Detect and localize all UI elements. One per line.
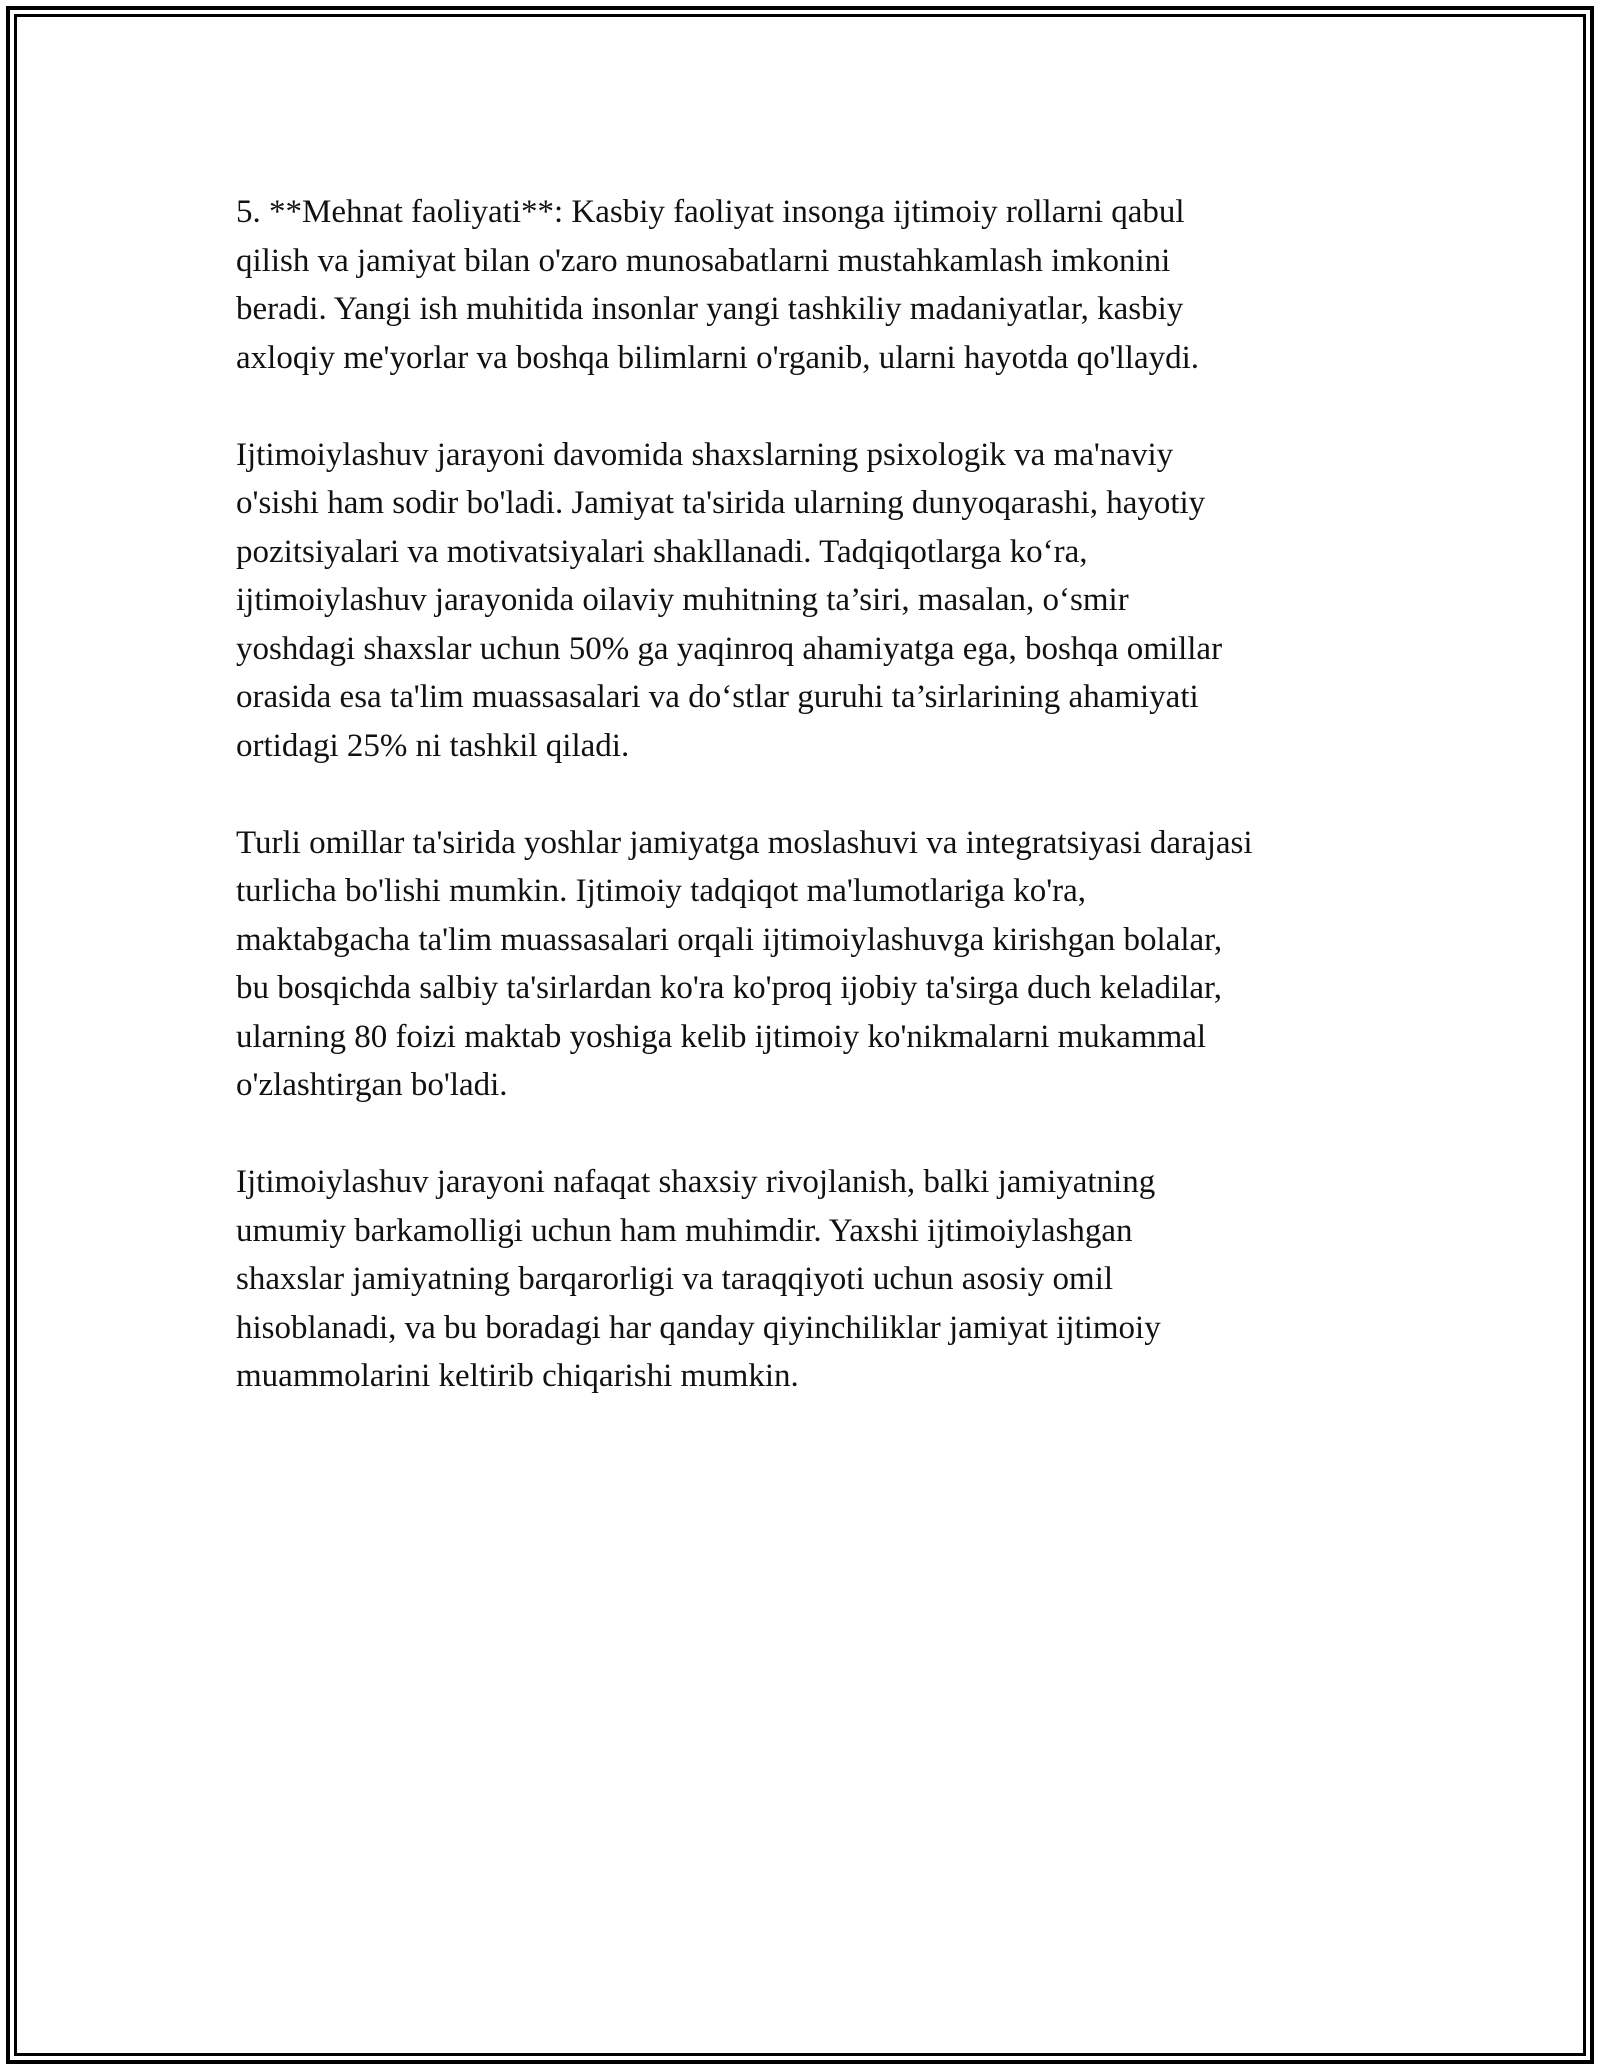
text-line: beradi. Yangi ish muhitida insonlar yangi tashkiliy madaniyatlar, kasbiy — [236, 291, 1184, 327]
text-line: Ijtimoiylashuv jarayoni nafaqat shaxsiy rivojlanish, balki jamiyatning — [236, 1164, 1156, 1200]
text-line: qilish va jamiyat bilan o'zaro munosabatlarni mustahkamlash imkonini — [236, 242, 1171, 279]
text-line: Turli omillar ta'sirida yoshlar jamiyatga moslashuvi va integratsiyasi darajasi — [236, 824, 1253, 861]
text-line: bu bosqichda salbiy ta'sirlardan ko'ra ko'proq ijobiy ta'sirga duch keladilar, — [236, 970, 1222, 1006]
text-line: axloqiy me'yorlar va boshqa bilimlarni o'rganib, ularni hayotda qo'llaydi. — [236, 339, 1200, 376]
paragraph-society-importance — [236, 1158, 1376, 1401]
text-line: hisoblanadi, va bu boradagi har qanday qiyinchiliklar jamiyat ijtimoiy — [236, 1309, 1161, 1346]
text-line: pozitsiyalari va motivatsiyalari shakllanadi. Tadqiqotlarga ko‘ra, — [236, 533, 1088, 570]
text-line: muammolarini keltirib chiqarishi mumkin. — [236, 1358, 799, 1394]
text-line: shaxslar jamiyatning barqarorligi va taraqqiyoti uchun asosiy omil — [236, 1261, 1114, 1297]
text-line: ijtimoiylashuv jarayonida oilaviy muhitning ta’siri, masalan, o‘smir — [236, 582, 1129, 618]
text-line: ularning 80 foizi maktab yoshiga kelib ijtimoiy ko'nikmalarni mukammal — [236, 1018, 1207, 1055]
text-line: umumiy barkamolligi uchun ham muhimdir. Yaxshi ijtimoiylashgan — [236, 1212, 1133, 1249]
paragraph-psychological-growth — [236, 431, 1376, 771]
text-line: maktabgacha ta'lim muassasalari orqali ijtimoiylashuvga kirishgan bolalar, — [236, 921, 1223, 958]
text-line: o'sishi ham sodir bo'ladi. Jamiyat ta'sirida ularning dunyoqarashi, hayotiy — [236, 485, 1206, 521]
text-line: yoshdagi shaxslar uchun 50% ga yaqinroq ahamiyatga ega, boshqa omillar — [236, 630, 1223, 667]
document-body — [236, 188, 1376, 1449]
text-line: o'zlashtirgan bo'ladi. — [236, 1067, 508, 1103]
text-line: ortidagi 25% ni tashkil qiladi. — [236, 727, 630, 764]
text-line: 5. **Mehnat faoliyati**: Kasbiy faoliyat insonga ijtimoiy rollarni qabul — [236, 194, 1185, 230]
paragraph-youth-adaptation — [236, 819, 1376, 1110]
text-line: orasida esa ta'lim muassasalari va do‘stlar guruhi ta’sirlarining ahamiyati — [236, 679, 1199, 715]
text-line: Ijtimoiylashuv jarayoni davomida shaxslarning psixologik va ma'naviy — [236, 436, 1174, 473]
paragraph-work-activity — [236, 188, 1376, 382]
text-line: turlicha bo'lishi mumkin. Ijtimoiy tadqiqot ma'lumotlariga ko'ra, — [236, 873, 1087, 909]
